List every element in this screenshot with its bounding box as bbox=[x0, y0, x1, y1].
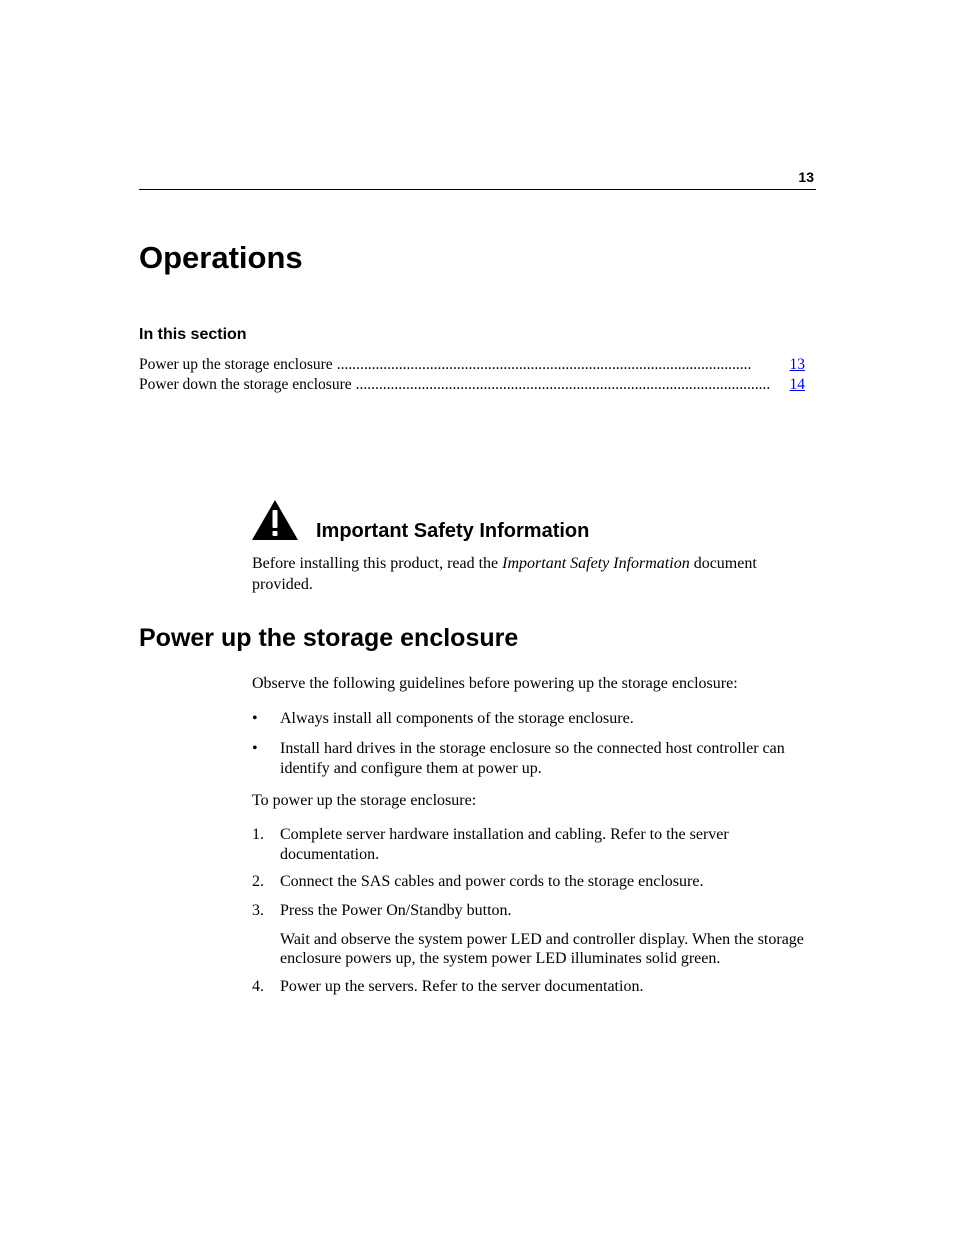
toc-entry-label: Power down the storage enclosure bbox=[139, 375, 352, 393]
toc-list bbox=[139, 355, 805, 394]
toc-leader: ........................................................................................................... bbox=[336, 356, 752, 373]
step-text: Connect the SAS cables and power cords to the storage enclosure. bbox=[280, 873, 704, 890]
bullet-item bbox=[252, 739, 812, 778]
step-item bbox=[252, 977, 812, 997]
bullet-text: Always install all components of the storage enclosure. bbox=[280, 710, 634, 727]
chapter-title: Operations bbox=[139, 240, 303, 275]
step-text: Press the Power On/Standby button. bbox=[280, 902, 512, 919]
toc-heading: In this section bbox=[139, 326, 247, 343]
section-intro: Observe the following guidelines before powering up the storage enclosure: bbox=[252, 675, 738, 692]
step-item bbox=[252, 901, 812, 969]
bullet-item bbox=[252, 709, 812, 729]
safety-title: Important Safety Information bbox=[316, 520, 590, 542]
safety-doc-title: Important Safety Information bbox=[502, 555, 690, 572]
safety-body bbox=[252, 554, 812, 595]
step-number: 2. bbox=[252, 873, 264, 890]
safety-body-text: document provided. bbox=[252, 555, 757, 593]
bullet-text: Install hard drives in the storage enclosure so the connected host controller can identify and configure them at power up. bbox=[280, 740, 785, 777]
bullet-marker: • bbox=[252, 740, 258, 757]
step-item bbox=[252, 825, 812, 864]
section-title: Power up the storage enclosure bbox=[139, 624, 519, 652]
header-rule bbox=[139, 189, 816, 190]
step-text: Power up the servers. Refer to the server documentation. bbox=[280, 978, 644, 995]
bullet-marker: • bbox=[252, 710, 258, 727]
step-note: Wait and observe the system power LED and controller display. When the storage enclosure powers up, the system power LED illuminates solid green. bbox=[280, 930, 804, 967]
toc-entry[interactable] bbox=[139, 375, 805, 395]
step-text: Complete server hardware installation and cabling. Refer to the server documentation. bbox=[280, 826, 729, 863]
safety-body-text: Before installing this product, read the bbox=[252, 555, 503, 572]
step-number: 4. bbox=[252, 978, 264, 995]
steps-intro: To power up the storage enclosure: bbox=[252, 792, 477, 809]
toc-page-link[interactable]: 14 bbox=[789, 375, 805, 393]
toc-page-link[interactable]: 13 bbox=[789, 356, 805, 373]
toc-leader: ........................................................................................................... bbox=[355, 375, 771, 393]
toc-entry[interactable] bbox=[139, 355, 805, 375]
step-number: 3. bbox=[252, 902, 264, 919]
page-number: 13 bbox=[798, 169, 814, 185]
toc-entry-label: Power up the storage enclosure bbox=[139, 356, 333, 373]
warning-triangle-icon bbox=[251, 499, 299, 541]
step-item bbox=[252, 872, 812, 892]
step-number: 1. bbox=[252, 826, 264, 843]
